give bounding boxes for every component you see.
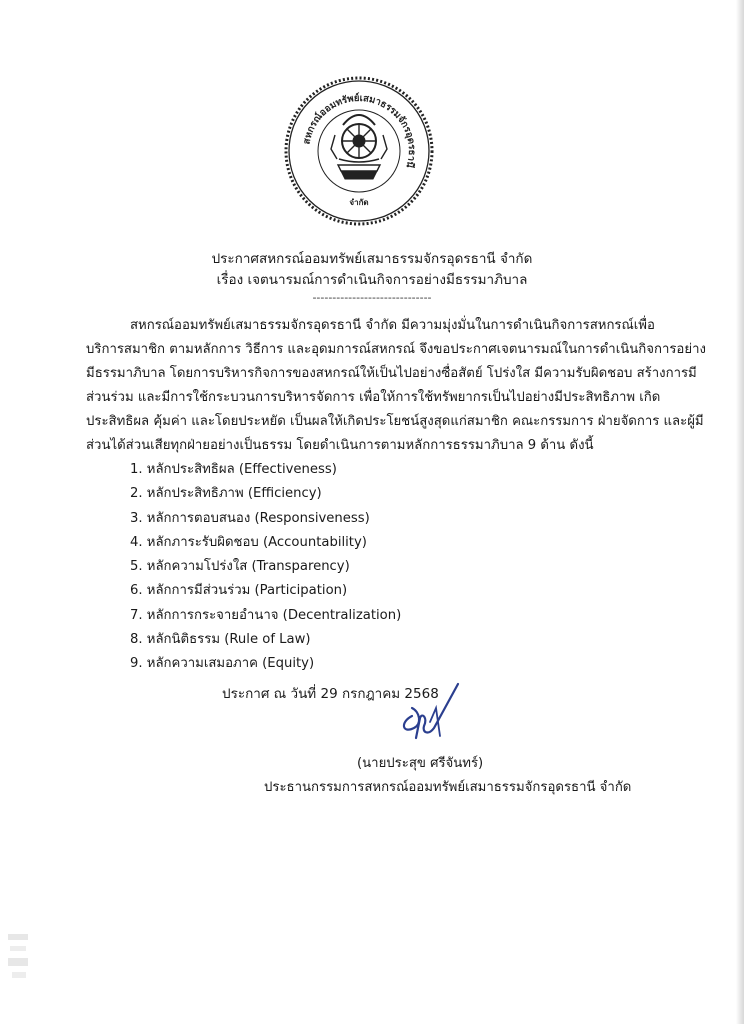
list-item: 5. หลักความโปร่งใส (Transparency) [130,559,350,575]
list-item: 3. หลักการตอบสนอง (Responsiveness) [130,510,370,526]
page-edge-shadow [736,0,744,1024]
list-item: 8. หลักนิติธรรม (Rule of Law) [130,632,311,648]
body-line: บริการสมาชิก ตามหลักการ วิธีการ และอุดมการณ์สหกรณ์ จึงขอประกาศเจตนารมณ์ในการดำเนินกิจการอย่าง [86,342,706,357]
list-item: 9. หลักความเสมอภาค (Equity) [130,656,315,672]
list-item: 1. หลักประสิทธิผล (Effectiveness) [130,462,337,477]
bleed-through-mark [6,928,32,988]
list-item: 2. หลักประสิทธิภาพ (Efficiency) [130,486,322,502]
body-line: ส่วนร่วม และมีการใช้กระบวนการบริหารจัดการ เพื่อให้การใช้ทรัพยากรเป็นไปอย่างมีประสิทธิภาพ เกิด [86,390,661,405]
seal-ring-text: สหกรณ์ออมทรัพย์เสมาธรรมจักรอุดรธานี [301,92,418,169]
seal-bottom-text: จำกัด [349,198,369,207]
signer-position: ประธานกรรมการสหกรณ์ออมทรัพย์เสมาธรรมจักรอุดรธานี จำกัด [264,780,632,795]
body-line: ประสิทธิผล คุ้มค่า และโดยประหยัด เป็นผลให้เกิดประโยชน์สูงสุดแก่สมาชิก คณะกรรมการ ฝ่ายจัดการ และผู้มี [86,414,704,429]
announcement-subject: เรื่อง เจตนารมณ์การดำเนินกิจการอย่างมีธรรมาภิบาล [216,272,528,288]
body-line: ส่วนได้ส่วนเสียทุกฝ่ายอย่างเป็นธรรม โดยดำเนินการตามหลักการธรรมาภิบาล 9 ด้าน ดังนี้ [86,438,594,453]
body-line: สหกรณ์ออมทรัพย์เสมาธรรมจักรอุดรธานี จำกัด มีความมุ่งมั่นในการดำเนินกิจการสหกรณ์เพื่อ [130,318,655,333]
announcement-date: ประกาศ ณ วันที่ 29 กรกฎาคม 2568 [222,686,439,702]
separator-rule: ------------------------------ [312,291,432,304]
list-item: 7. หลักการกระจายอำนาจ (Decentralization) [130,607,402,623]
list-item: 4. หลักภาระรับผิดชอบ (Accountability) [130,534,367,550]
list-item: 6. หลักการมีส่วนร่วม (Participation) [130,583,348,599]
cooperative-seal-logo [283,75,435,227]
body-line: มีธรรมาภิบาล โดยการบริหารกิจการของสหกรณ์ให้เป็นไปอย่างซื่อสัตย์ โปร่งใส มีความรับผิดชอบ สร้างการมี [86,366,697,381]
principles-list [130,458,401,677]
handwritten-signature [390,678,470,746]
dharma-wheel-icon [331,115,387,179]
announcement-title: ประกาศสหกรณ์ออมทรัพย์เสมาธรรมจักรอุดรธานี จำกัด [211,251,533,267]
signer-name: (นายประสุข ศรีจันทร์) [357,756,484,771]
